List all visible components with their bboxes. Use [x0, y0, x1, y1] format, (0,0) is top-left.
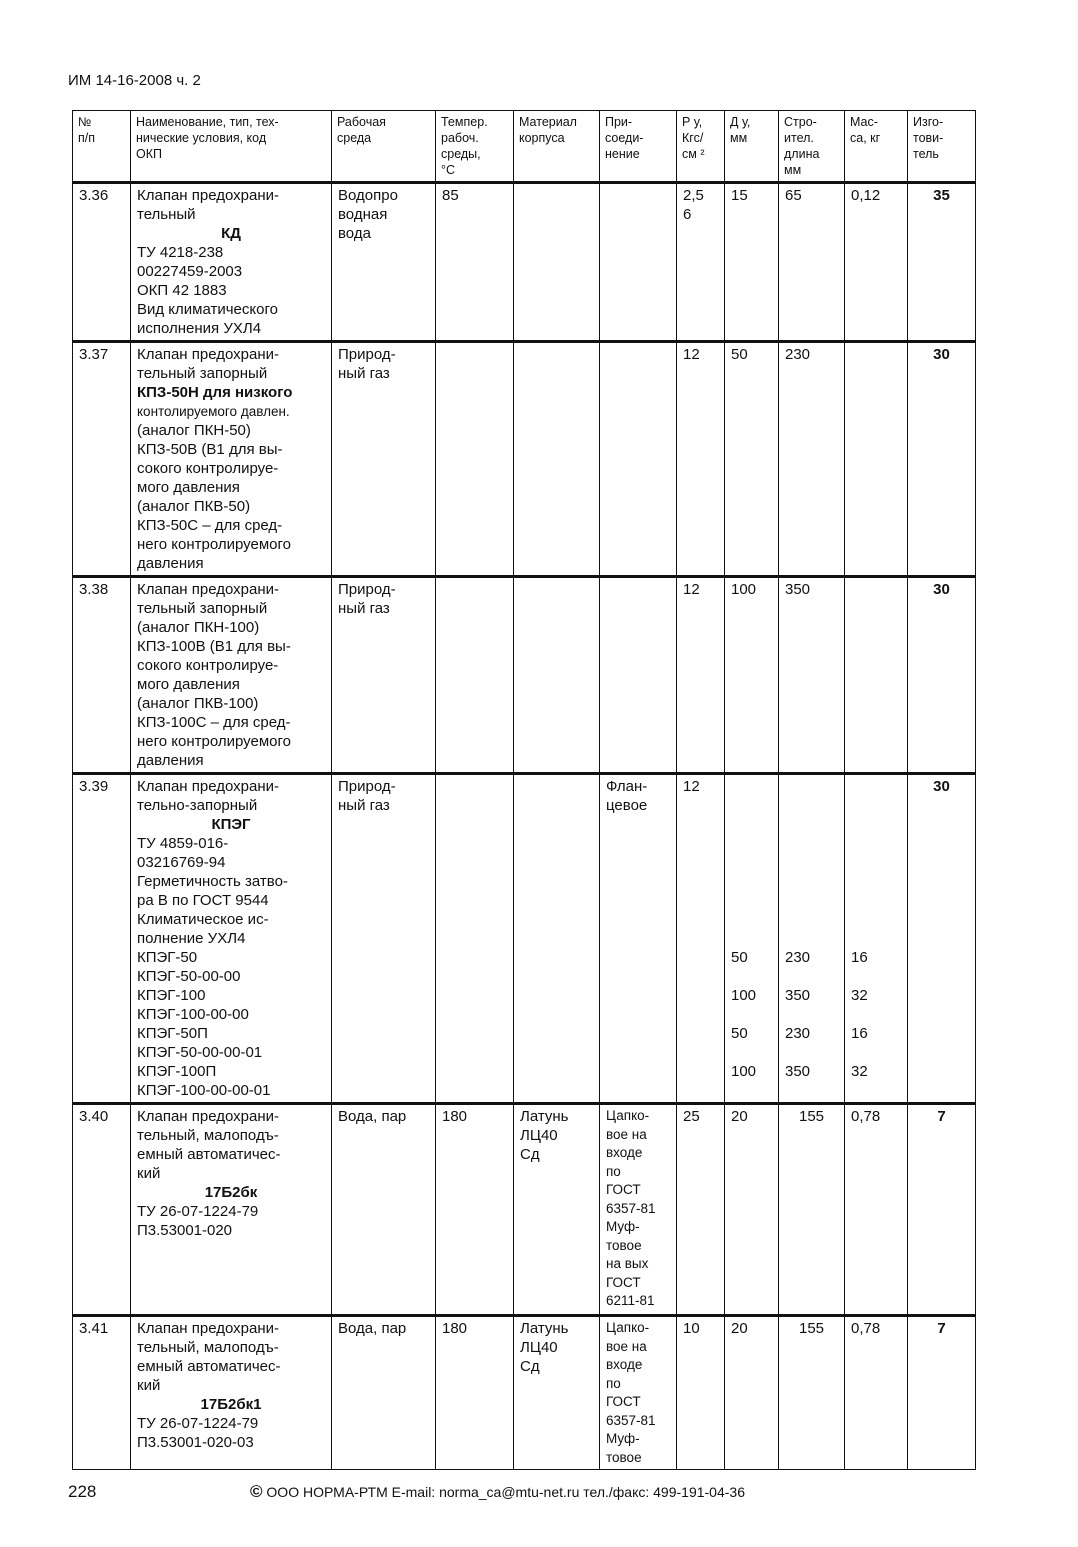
working-medium: [332, 342, 436, 577]
nominal-pressure: [677, 1316, 725, 1470]
column-header-diameter: [725, 111, 779, 183]
build-length: 155: [779, 1316, 845, 1470]
cell-line: Сд: [520, 1146, 540, 1163]
name-line: Клапан предохрани-: [137, 346, 279, 363]
cell-line: товое: [606, 1449, 642, 1465]
row-number: 3.36: [73, 183, 131, 342]
cell-line: 25: [683, 1108, 700, 1125]
column-header-maker: [908, 111, 976, 183]
variant-mass: 16: [851, 949, 868, 966]
mass: 0,78: [845, 1104, 908, 1316]
cell-line: 6357-81: [606, 1200, 656, 1216]
temperature: 180: [436, 1316, 514, 1470]
name-line: П3.53001-020: [137, 1222, 233, 1239]
cell-line: корпуса: [519, 131, 565, 145]
name-line: ТУ 4218-238: [137, 244, 224, 261]
cell-line: 6211-81: [606, 1293, 655, 1308]
cell-line: на вых: [606, 1256, 649, 1271]
cell-line: Муф-: [606, 1219, 640, 1234]
mass: [845, 342, 908, 577]
cell-line: 12: [683, 581, 700, 598]
row-number: 3.40: [73, 1104, 131, 1316]
nominal-pressure: [677, 342, 725, 577]
cell-line: Муф-: [606, 1431, 640, 1446]
cell-spacer: [785, 777, 838, 948]
temperature: 85: [436, 183, 514, 342]
row-number: 3.41: [73, 1316, 131, 1470]
name-line: Клапан предохрани-: [137, 1320, 279, 1337]
header-row: [73, 111, 976, 183]
name-line: КПЗ-50С – для сред-: [137, 517, 283, 534]
nominal-diameter: 20: [725, 1316, 779, 1470]
column-header-temp: [436, 111, 514, 183]
name-line: КПЭГ-100: [137, 987, 206, 1004]
name-line: 17Б2бк: [204, 1184, 258, 1201]
cell-line: ГОСТ: [606, 1182, 641, 1197]
cell-line: ный газ: [338, 600, 390, 617]
copyright-icon: ©: [250, 1482, 263, 1501]
cell-line: Водопро: [338, 187, 398, 204]
cell-line: тель: [913, 147, 939, 161]
build-length: 65: [779, 183, 845, 342]
name-line: ТУ 26-07-1224-79: [137, 1415, 259, 1432]
name-line: КПЭГ-100П: [137, 1063, 217, 1080]
name-line: Клапан предохрани-: [137, 778, 279, 795]
name-line: (аналог ПКН-50): [137, 422, 251, 439]
cell-line: Стро-: [784, 115, 817, 129]
cell-line: Темпер.: [441, 115, 488, 129]
cell-spacer: [731, 777, 772, 948]
cell-line: среды,: [441, 147, 481, 161]
mass: 0,78: [845, 1316, 908, 1470]
cell-line: Вода, пар: [338, 1320, 407, 1337]
name-line: П3.53001-020-03: [137, 1434, 254, 1451]
cell-line: Латунь: [520, 1108, 569, 1125]
cell-line: Кгс/: [682, 131, 704, 145]
cell-spacer: [851, 777, 901, 948]
cell-line: нические условия, код: [136, 131, 267, 145]
document-code: ИМ 14-16-2008 ч. 2: [68, 72, 201, 89]
variant-diameter: 100: [731, 987, 757, 1004]
name-line: тельный запорный: [137, 600, 268, 617]
variant-length: 350: [785, 987, 811, 1004]
column-header-pressure: [677, 111, 725, 183]
product-name: [131, 774, 332, 1104]
table-row: [73, 183, 976, 342]
cell-line: ител.: [784, 131, 814, 145]
name-line: ра В по ГОСТ 9544: [137, 892, 269, 909]
name-line: КПЭГ-50-00-00-01: [137, 1044, 263, 1061]
name-line: контолируемого давлен.: [137, 404, 290, 419]
table-body: [73, 111, 976, 1470]
cell-line: вода: [338, 225, 371, 242]
build-length: 350: [779, 577, 845, 774]
name-line: КПЗ-100В (В1 для вы-: [137, 638, 291, 655]
nominal-diameter: 50: [725, 342, 779, 577]
cell-line: входе: [606, 1357, 643, 1372]
nominal-pressure: [677, 183, 725, 342]
footer-text: ООО НОРМА-РТМ E-mail: norma_ca@mtu-net.ru тел./факс: 499-191-04-36: [266, 1484, 745, 1500]
name-line: КПЭГ: [211, 816, 251, 833]
cell-line: вое на: [606, 1126, 647, 1142]
nominal-diameter: 15: [725, 183, 779, 342]
table-row: [73, 342, 976, 577]
column-header-length: [779, 111, 845, 183]
page-number: 228: [68, 1482, 97, 1501]
name-line: тельно-запорный: [137, 797, 258, 814]
body-material: [514, 183, 600, 342]
body-material: [514, 774, 600, 1104]
name-line: емный автоматичес-: [137, 1146, 281, 1163]
row-number: 3.37: [73, 342, 131, 577]
mass: 0,12: [845, 183, 908, 342]
build-length: [779, 774, 845, 1104]
cell-line: Д у,: [730, 115, 751, 129]
cell-line: 2,5: [683, 187, 704, 204]
row-number: 3.38: [73, 577, 131, 774]
cell-line: мм: [784, 163, 802, 177]
cell-line: Наименование, тип, тех-: [136, 115, 279, 129]
cell-line: ГОСТ: [606, 1274, 641, 1290]
cell-line: длина: [784, 147, 820, 161]
working-medium: [332, 774, 436, 1104]
nominal-pressure: [677, 577, 725, 774]
name-line: Клапан предохрани-: [137, 581, 279, 598]
cell-line: Изго-: [913, 115, 944, 129]
cell-line: соеди-: [605, 131, 644, 145]
column-header-material: [514, 111, 600, 183]
cell-line: Природ-: [338, 346, 396, 363]
name-line: тельный: [137, 206, 196, 223]
row-number: 3.39: [73, 774, 131, 1104]
name-line: полнение УХЛ4: [137, 930, 246, 947]
table-row: [73, 577, 976, 774]
name-line: исполнения УХЛ4: [137, 320, 262, 337]
connection-type: [600, 183, 677, 342]
cell-line: Материал: [519, 115, 577, 129]
cell-line: см ²: [682, 147, 705, 161]
name-line: КПЭГ-50: [137, 949, 198, 966]
nominal-diameter: 20: [725, 1104, 779, 1316]
temperature: [436, 342, 514, 577]
cell-line: ЛЦ40: [520, 1127, 558, 1144]
cell-line: 12: [683, 346, 700, 363]
connection-type: [600, 342, 677, 577]
cell-line: Сд: [520, 1358, 540, 1375]
name-line: Вид климатического: [137, 301, 278, 318]
name-line: тельный запорный: [137, 365, 268, 382]
table-row: [73, 1104, 976, 1316]
name-line: Герметичность затво-: [137, 873, 288, 890]
manufacturer-code: 35: [908, 183, 976, 342]
product-name: [131, 1316, 332, 1470]
variant-length: 230: [785, 1025, 811, 1042]
name-line: 17Б2бк1: [200, 1396, 262, 1413]
working-medium: [332, 1316, 436, 1470]
column-header-medium: [332, 111, 436, 183]
cell-line: 12: [683, 778, 700, 795]
cell-line: °С: [441, 163, 456, 177]
cell-line: мм: [730, 131, 748, 145]
column-header-name: [131, 111, 332, 183]
valve-spec-table: [72, 110, 976, 1470]
name-line: мого давления: [137, 479, 240, 496]
nominal-diameter: [725, 774, 779, 1104]
name-line: ТУ 26-07-1224-79: [137, 1203, 259, 1220]
connection-type: [600, 774, 677, 1104]
variant-length: 350: [785, 1063, 811, 1080]
body-material: [514, 1104, 600, 1316]
temperature: [436, 577, 514, 774]
product-name: [131, 342, 332, 577]
name-line: (аналог ПКВ-50): [137, 498, 251, 515]
name-line: тельный, малоподъ-: [137, 1339, 279, 1356]
cell-line: ЛЦ40: [520, 1339, 558, 1356]
working-medium: [332, 577, 436, 774]
name-line: КД: [221, 225, 241, 242]
cell-line: 6: [683, 206, 692, 223]
table-row: [73, 1316, 976, 1470]
cell-line: Мас-: [850, 115, 878, 129]
variant-mass: 16: [851, 1025, 868, 1042]
cell-line: 10: [683, 1320, 700, 1337]
column-header-mass: [845, 111, 908, 183]
manufacturer-code: 7: [908, 1316, 976, 1470]
cell-line: п/п: [78, 131, 96, 145]
cell-line: Флан-: [606, 778, 648, 795]
name-line: (аналог ПКВ-100): [137, 695, 259, 712]
nominal-pressure: [677, 774, 725, 1104]
name-line: КПЭГ-50П: [137, 1025, 208, 1042]
cell-line: №: [78, 115, 92, 129]
cell-line: 6357-81: [606, 1412, 656, 1428]
cell-line: водная: [338, 206, 388, 223]
footer-contacts: [250, 1482, 745, 1502]
connection-type: [600, 1104, 677, 1316]
name-line: КПЗ-50Н для низкого: [137, 384, 293, 401]
name-line: ТУ 4859-016-: [137, 835, 229, 852]
manufacturer-code: 30: [908, 342, 976, 577]
variant-diameter: 50: [731, 949, 748, 966]
column-header-connection: [600, 111, 677, 183]
variant-mass: 32: [851, 987, 868, 1004]
name-line: КПЗ-100С – для сред-: [137, 714, 291, 731]
cell-line: Природ-: [338, 778, 396, 795]
cell-line: ный газ: [338, 797, 390, 814]
product-name: [131, 183, 332, 342]
cell-line: ный газ: [338, 365, 390, 382]
variant-mass: 32: [851, 1063, 868, 1080]
name-line: Клапан предохрани-: [137, 1108, 279, 1125]
name-line: давления: [137, 752, 204, 769]
table-row: [73, 774, 976, 1104]
build-length: 155: [779, 1104, 845, 1316]
mass: [845, 774, 908, 1104]
name-line: сокого контролируе-: [137, 657, 279, 674]
cell-line: ОКП: [136, 147, 162, 161]
variant-diameter: 50: [731, 1025, 748, 1042]
cell-line: Цапко-: [606, 1108, 650, 1123]
name-line: него контролируемого: [137, 536, 291, 553]
cell-line: При-: [605, 115, 633, 129]
cell-line: товое: [606, 1237, 642, 1253]
name-line: тельный, малоподъ-: [137, 1127, 279, 1144]
cell-line: по: [606, 1163, 621, 1179]
name-line: (аналог ПКН-100): [137, 619, 260, 636]
manufacturer-code: 30: [908, 577, 976, 774]
cell-line: Латунь: [520, 1320, 569, 1337]
temperature: [436, 774, 514, 1104]
name-line: емный автоматичес-: [137, 1358, 281, 1375]
body-material: [514, 342, 600, 577]
name-line: Клапан предохрани-: [137, 187, 279, 204]
name-line: КПЭГ-100-00-00-01: [137, 1082, 271, 1099]
build-length: 230: [779, 342, 845, 577]
variant-diameter: 100: [731, 1063, 757, 1080]
name-line: давления: [137, 555, 204, 572]
cell-line: ГОСТ: [606, 1394, 641, 1409]
cell-line: нение: [605, 147, 640, 161]
body-material: [514, 577, 600, 774]
cell-line: по: [606, 1375, 621, 1391]
product-name: [131, 1104, 332, 1316]
variant-length: 230: [785, 949, 811, 966]
nominal-pressure: [677, 1104, 725, 1316]
name-line: кий: [137, 1377, 161, 1394]
name-line: 00227459-2003: [137, 263, 243, 280]
name-line: сокого контролируе-: [137, 460, 279, 477]
name-line: 03216769-94: [137, 854, 226, 871]
product-name: [131, 577, 332, 774]
name-line: КПЗ-50В (В1 для вы-: [137, 441, 283, 458]
cell-line: вое на: [606, 1338, 647, 1354]
cell-line: цевое: [606, 797, 648, 814]
cell-line: тови-: [913, 131, 944, 145]
working-medium: [332, 183, 436, 342]
manufacturer-code: 7: [908, 1104, 976, 1316]
cell-line: Вода, пар: [338, 1108, 407, 1125]
cell-line: среда: [337, 131, 372, 145]
connection-type: [600, 1316, 677, 1470]
nominal-diameter: 100: [725, 577, 779, 774]
cell-line: Природ-: [338, 581, 396, 598]
name-line: него контролируемого: [137, 733, 291, 750]
name-line: ОКП 42 1883: [137, 282, 227, 299]
cell-line: Рабочая: [337, 115, 386, 129]
cell-line: входе: [606, 1145, 643, 1160]
name-line: КПЭГ-100-00-00: [137, 1006, 249, 1023]
mass: [845, 577, 908, 774]
name-line: КПЭГ-50-00-00: [137, 968, 241, 985]
temperature: 180: [436, 1104, 514, 1316]
cell-line: са, кг: [850, 131, 881, 145]
name-line: кий: [137, 1165, 161, 1182]
cell-line: Р у,: [682, 115, 703, 129]
column-header-num: [73, 111, 131, 183]
working-medium: [332, 1104, 436, 1316]
name-line: мого давления: [137, 676, 240, 693]
manufacturer-code: 30: [908, 774, 976, 1104]
cell-line: Цапко-: [606, 1320, 650, 1335]
name-line: Климатическое ис-: [137, 911, 269, 928]
cell-line: рабоч.: [441, 131, 479, 145]
body-material: [514, 1316, 600, 1470]
connection-type: [600, 577, 677, 774]
